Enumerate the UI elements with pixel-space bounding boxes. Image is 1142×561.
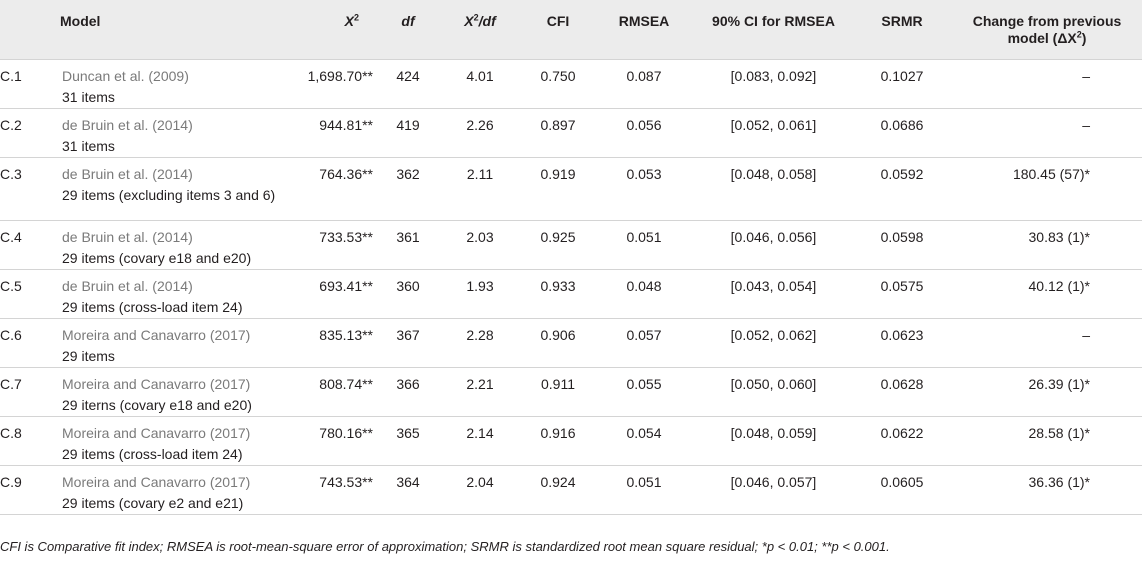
cell-ci: [0.052, 0.062]	[730, 326, 817, 343]
cell-df: 364	[396, 473, 420, 490]
table-row	[0, 367, 1142, 416]
cell-cfi: 0.897	[540, 116, 576, 133]
cell-change: 40.12 (1)*	[1028, 277, 1090, 294]
header-row	[0, 0, 1142, 59]
cell-rmsea: 0.087	[626, 67, 662, 84]
model-description: 31 items	[62, 137, 115, 154]
header-change	[952, 0, 1142, 59]
header-srmr-label: SRMR	[881, 13, 923, 29]
cell-srmr: 0.0628	[880, 375, 924, 392]
cell-cfi: 0.916	[540, 424, 576, 441]
header-df	[379, 0, 437, 59]
cell-srmr: 0.0622	[880, 424, 924, 441]
cell-change: 28.58 (1)*	[1028, 424, 1090, 441]
model-reference: de Bruin et al. (2014)	[62, 165, 193, 182]
cell-chi2: 733.53**	[319, 228, 373, 245]
cell-ci: [0.052, 0.061]	[730, 116, 817, 133]
cell-model	[60, 108, 282, 157]
cell-cfi: 0.924	[540, 473, 576, 490]
cell-ci: [0.050, 0.060]	[730, 375, 817, 392]
cell-id: C.7	[0, 375, 22, 392]
cell-model	[60, 465, 282, 514]
table-body	[0, 59, 1142, 514]
model-reference: Moreira and Canavarro (2017)	[62, 424, 251, 441]
cell-chi2df: 2.03	[466, 228, 494, 245]
cell-rmsea: 0.056	[626, 116, 662, 133]
header-chi2-sup: 2	[353, 12, 359, 23]
cell-rmsea: 0.055	[626, 375, 662, 392]
cell-chi2: 1,698.70**	[307, 67, 373, 84]
cell-chi2: 743.53**	[319, 473, 373, 490]
cell-model	[60, 416, 282, 465]
cell-cfi: 0.911	[541, 375, 575, 392]
cell-chi2: 835.13**	[319, 326, 373, 343]
cell-chi2: 764.36**	[319, 165, 373, 182]
table-row	[0, 220, 1142, 269]
cell-ci: [0.048, 0.059]	[730, 424, 817, 441]
model-description: 29 items (cross-load item 24)	[62, 298, 243, 315]
cell-chi2: 808.74**	[319, 375, 373, 392]
header-chi2df-x: X	[464, 13, 474, 29]
header-change-close: )	[1081, 30, 1087, 46]
cell-model	[60, 157, 282, 220]
cell-id: C.9	[0, 473, 22, 490]
table-row	[0, 59, 1142, 108]
cell-rmsea: 0.051	[626, 473, 662, 490]
model-reference: Moreira and Canavarro (2017)	[62, 375, 251, 392]
cell-srmr: 0.0605	[880, 473, 924, 490]
header-change-line2: model (ΔX	[1007, 30, 1077, 46]
header-ci-label: 90% CI for RMSEA	[712, 13, 835, 29]
model-description: 29 items	[62, 347, 115, 364]
cell-cfi: 0.933	[540, 277, 576, 294]
header-change-line1: Change from previous	[972, 13, 1122, 29]
header-chi2df	[437, 0, 523, 59]
model-description: 29 items (covary e18 and e20)	[62, 249, 252, 266]
cell-chi2df: 1.93	[466, 277, 494, 294]
cell-cfi: 0.906	[540, 326, 576, 343]
cell-cfi: 0.750	[540, 67, 576, 84]
header-cfi	[523, 0, 593, 59]
cell-srmr: 0.0623	[880, 326, 924, 343]
model-reference: de Bruin et al. (2014)	[62, 228, 193, 245]
cell-chi2df: 4.01	[466, 67, 494, 84]
cell-rmsea: 0.051	[626, 228, 662, 245]
cell-change: 180.45 (57)*	[1012, 165, 1090, 182]
cell-chi2df: 2.26	[466, 116, 494, 133]
cell-chi2df: 2.04	[466, 473, 494, 490]
cell-id: C.6	[0, 326, 22, 343]
cell-id: C.8	[0, 424, 22, 441]
header-cfi-label: CFI	[546, 13, 570, 29]
cell-chi2df: 2.11	[466, 165, 494, 182]
table-row	[0, 465, 1142, 514]
cell-change: –	[1082, 326, 1090, 343]
cell-ci: [0.043, 0.054]	[730, 277, 817, 294]
model-reference: Moreira and Canavarro (2017)	[62, 473, 251, 490]
header-chi2df-df: /df	[478, 13, 496, 29]
cell-chi2: 693.41**	[319, 277, 373, 294]
cell-chi2df: 2.14	[466, 424, 494, 441]
cell-srmr: 0.0592	[880, 165, 924, 182]
cell-df: 419	[396, 116, 420, 133]
table-footnote: CFI is Comparative fit index; RMSEA is root-mean-square error of approximation; SRMR is standardized root mean square residual; *p < 0.01; **p < 0.001.	[0, 539, 890, 554]
cell-chi2df: 2.21	[466, 375, 494, 392]
cell-change: 30.83 (1)*	[1028, 228, 1090, 245]
table-row	[0, 108, 1142, 157]
cell-id: C.3	[0, 165, 22, 182]
header-model	[60, 0, 282, 59]
header-model-label: Model	[60, 13, 101, 29]
table-row	[0, 269, 1142, 318]
cell-srmr: 0.1027	[880, 67, 924, 84]
table-row	[0, 157, 1142, 220]
header-chi2-label: X	[344, 13, 354, 29]
model-description: 29 iterns (covary e18 and e20)	[62, 396, 252, 413]
model-description: 29 items (excluding items 3 and 6)	[62, 186, 276, 203]
cell-id: C.1	[0, 67, 22, 84]
cell-chi2: 780.16**	[319, 424, 373, 441]
cell-df: 362	[396, 165, 420, 182]
cell-change: 36.36 (1)*	[1028, 473, 1090, 490]
header-id	[0, 0, 60, 59]
cell-cfi: 0.925	[540, 228, 576, 245]
model-reference: de Bruin et al. (2014)	[62, 277, 193, 294]
cell-change: –	[1082, 116, 1090, 133]
cell-df: 361	[396, 228, 420, 245]
cell-df: 360	[396, 277, 420, 294]
model-reference: Duncan et al. (2009)	[62, 67, 189, 84]
cell-rmsea: 0.053	[626, 165, 662, 182]
cell-ci: [0.046, 0.056]	[730, 228, 817, 245]
header-rmsea-label: RMSEA	[618, 13, 670, 29]
cell-df: 424	[396, 67, 420, 84]
cell-srmr: 0.0686	[880, 116, 924, 133]
cell-rmsea: 0.057	[626, 326, 662, 343]
table-row	[0, 416, 1142, 465]
header-ci	[695, 0, 852, 59]
table-row	[0, 318, 1142, 367]
header-change-sup: 2	[1076, 29, 1082, 40]
cell-id: C.2	[0, 116, 22, 133]
header-rmsea	[593, 0, 695, 59]
cell-id: C.5	[0, 277, 22, 294]
cell-df: 367	[396, 326, 420, 343]
model-reference: de Bruin et al. (2014)	[62, 116, 193, 133]
cell-ci: [0.046, 0.057]	[730, 473, 817, 490]
cell-rmsea: 0.054	[626, 424, 662, 441]
header-chi2df-sup: 2	[473, 12, 479, 23]
cell-cfi: 0.919	[540, 165, 576, 182]
model-description: 29 items (covary e2 and e21)	[62, 494, 244, 511]
cell-id: C.4	[0, 228, 22, 245]
cell-change: –	[1082, 67, 1090, 84]
cell-df: 366	[396, 375, 420, 392]
cell-change: 26.39 (1)*	[1028, 375, 1090, 392]
header-chi2	[282, 0, 379, 59]
cell-df: 365	[396, 424, 420, 441]
header-df-label: df	[401, 13, 415, 29]
cell-srmr: 0.0598	[880, 228, 924, 245]
cell-model	[60, 318, 282, 367]
cell-chi2df: 2.28	[466, 326, 494, 343]
model-description: 31 items	[62, 88, 115, 105]
cell-ci: [0.083, 0.092]	[730, 67, 817, 84]
cell-model	[60, 59, 282, 108]
cell-model	[60, 269, 282, 318]
header-srmr	[852, 0, 952, 59]
cell-rmsea: 0.048	[626, 277, 662, 294]
cell-chi2: 944.81**	[319, 116, 373, 133]
cell-ci: [0.048, 0.058]	[730, 165, 817, 182]
cell-model	[60, 220, 282, 269]
model-reference: Moreira and Canavarro (2017)	[62, 326, 251, 343]
model-description: 29 items (cross-load item 24)	[62, 445, 243, 462]
cell-model	[60, 367, 282, 416]
cell-srmr: 0.0575	[880, 277, 924, 294]
